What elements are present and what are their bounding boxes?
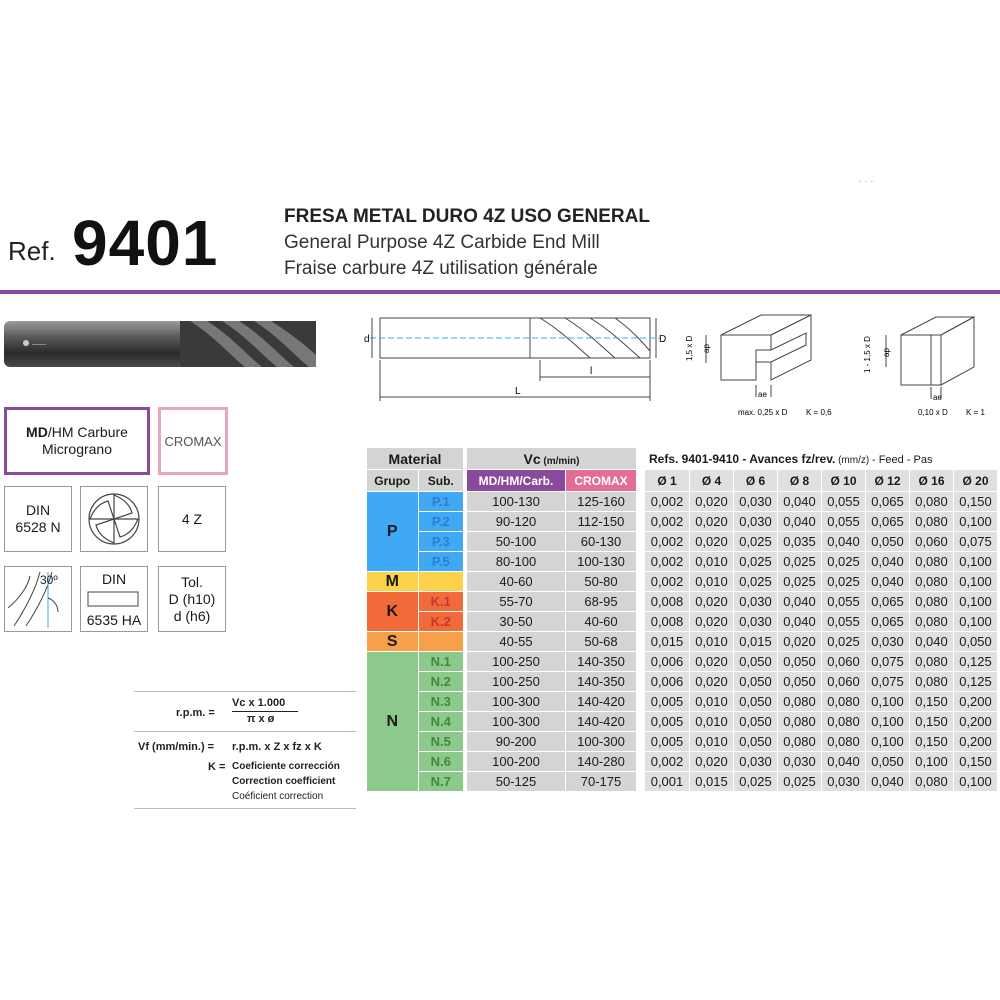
feed-value: 0,025 (778, 552, 822, 572)
din1-line2: 6528 N (15, 519, 61, 535)
vc-row (467, 732, 637, 752)
feed-value: 0,150 (954, 752, 998, 772)
profile-left-caption: max. 0,25 x D (738, 408, 788, 417)
feed-value: 0,002 (645, 752, 690, 772)
feed-row (645, 612, 998, 632)
feed-row (645, 572, 998, 592)
vc-row (467, 712, 637, 732)
top-right-mark: · · · (858, 176, 874, 187)
feed-diameter-header: Ø 20 (954, 470, 998, 492)
feed-value: 0,200 (954, 712, 998, 732)
feed-value: 0,125 (954, 652, 998, 672)
material-sub: P.5 (418, 552, 463, 572)
din-6528-box (4, 486, 72, 552)
feed-value: 0,080 (778, 692, 822, 712)
title-french: Fraise carbure 4Z utilisation générale (284, 258, 598, 279)
vc-row (467, 752, 637, 772)
feed-value: 0,080 (778, 712, 822, 732)
feed-value: 0,030 (778, 752, 822, 772)
feed-row (645, 512, 998, 532)
feed-value: 0,010 (690, 712, 734, 732)
feed-value: 0,060 (822, 652, 866, 672)
feed-value: 0,030 (866, 632, 910, 652)
vc-row (467, 552, 637, 572)
formula-rule-top (134, 691, 356, 692)
feed-value: 0,100 (910, 752, 954, 772)
feed-value: 0,010 (690, 632, 734, 652)
feed-value: 0,050 (734, 672, 778, 692)
material-sub: P.1 (418, 492, 463, 512)
profile-left-ap: ap (702, 344, 711, 353)
feed-row (645, 632, 998, 652)
feed-value: 0,080 (910, 672, 954, 692)
feed-value: 0,080 (778, 732, 822, 752)
tol-line3: d (h6) (173, 607, 211, 624)
feed-header-title: Refs. 9401-9410 - Avances fz/rev. (649, 451, 836, 466)
feed-value: 0,010 (690, 572, 734, 592)
feed-value: 0,040 (822, 532, 866, 552)
vc-cromax-value: 60-130 (566, 532, 637, 552)
material-row (367, 572, 464, 592)
material-row (367, 652, 464, 672)
flutes-label: 4 Z (181, 510, 203, 527)
rpm-denominator: π x ø (247, 713, 275, 725)
feed-value: 0,002 (645, 572, 690, 592)
helix-angle-box (4, 566, 72, 632)
dim-D: D (659, 334, 667, 345)
feed-value: 0,015 (734, 632, 778, 652)
vc-cromax-value: 140-420 (566, 712, 637, 732)
feed-value: 0,020 (690, 492, 734, 512)
material-sub: N.5 (418, 732, 463, 752)
feed-value: 0,060 (822, 672, 866, 692)
feed-value: 0,020 (778, 632, 822, 652)
helix-icon (6, 568, 70, 630)
shank-icon (86, 589, 142, 609)
feed-diameter-header: Ø 10 (822, 470, 866, 492)
vc-md-header: MD/HM/Carb. (467, 470, 566, 492)
k-label: K = (208, 761, 226, 773)
feed-value: 0,200 (954, 692, 998, 712)
feed-header-unit: (mm/z) (835, 454, 872, 466)
four-flute-icon (86, 491, 142, 547)
vc-cromax-value: 125-160 (566, 492, 637, 512)
vc-cromax-value: 100-300 (566, 732, 637, 752)
feed-value: 0,025 (778, 772, 822, 792)
feed-value: 0,100 (954, 772, 998, 792)
rpm-label: r.p.m. = (176, 707, 215, 719)
feed-row (645, 732, 998, 752)
feed-value: 0,080 (822, 732, 866, 752)
vc-cromax-value: 140-350 (566, 652, 637, 672)
title-english: General Purpose 4Z Carbide End Mill (284, 232, 600, 253)
feed-value: 0,015 (645, 632, 690, 652)
feed-value: 0,010 (690, 552, 734, 572)
feed-value: 0,030 (734, 492, 778, 512)
feed-value: 0,040 (778, 612, 822, 632)
feed-value: 0,035 (778, 532, 822, 552)
feed-value: 0,200 (954, 732, 998, 752)
material-row (367, 592, 464, 612)
feed-value: 0,025 (734, 552, 778, 572)
feed-value: 0,060 (910, 532, 954, 552)
vc-cromax-header: CROMAX (566, 470, 637, 492)
feed-value: 0,150 (954, 492, 998, 512)
feed-value: 0,100 (954, 552, 998, 572)
material-group-s: S (367, 632, 419, 652)
feed-value: 0,100 (954, 572, 998, 592)
feed-diameter-header: Ø 4 (690, 470, 734, 492)
feed-diameter-header: Ø 1 (645, 470, 690, 492)
formula-rule-bottom (134, 808, 356, 809)
feed-value: 0,065 (866, 492, 910, 512)
material-sub: K.1 (418, 592, 463, 612)
feed-value: 0,100 (866, 732, 910, 752)
material-sub: N.1 (418, 652, 463, 672)
feed-value: 0,020 (690, 512, 734, 532)
tol-line2: D (h10) (168, 590, 216, 607)
vc-md-value: 80-100 (467, 552, 566, 572)
feed-value: 0,030 (734, 512, 778, 532)
feed-value: 0,050 (778, 672, 822, 692)
feed-value: 0,001 (645, 772, 690, 792)
grupo-header: Grupo (367, 470, 419, 492)
feed-value: 0,020 (690, 652, 734, 672)
md-bold: MD (26, 424, 48, 440)
cromax-label: CROMAX (164, 433, 222, 449)
feed-value: 0,015 (690, 772, 734, 792)
feed-value: 0,005 (645, 692, 690, 712)
vc-md-value: 30-50 (467, 612, 566, 632)
vc-row (467, 532, 637, 552)
vc-md-value: 90-200 (467, 732, 566, 752)
vc-md-value: 55-70 (467, 592, 566, 612)
feed-value: 0,075 (954, 532, 998, 552)
profile-right-depth: 1 - 1,5 x D (863, 336, 872, 373)
profile-left-k: K = 0,6 (806, 408, 832, 417)
feed-header (645, 448, 998, 470)
feed-value: 0,075 (866, 672, 910, 692)
material-sub (418, 632, 463, 652)
feed-value: 0,080 (910, 552, 954, 572)
material-header: Material (367, 448, 464, 470)
feed-value: 0,030 (734, 612, 778, 632)
feed-row (645, 532, 998, 552)
material-sub: N.3 (418, 692, 463, 712)
feed-value: 0,006 (645, 652, 690, 672)
din1-line1: DIN (25, 502, 51, 518)
side-profile-diagram (856, 305, 1000, 420)
coating-cromax-box (158, 407, 228, 475)
feed-value: 0,008 (645, 612, 690, 632)
material-sub (418, 572, 463, 592)
feed-row (645, 752, 998, 772)
vc-row (467, 632, 637, 652)
feed-value: 0,020 (690, 592, 734, 612)
feed-row (645, 552, 998, 572)
k-french: Coéficient correction (232, 791, 324, 802)
feed-value: 0,100 (954, 612, 998, 632)
vc-cromax-value: 100-130 (566, 552, 637, 572)
feed-row (645, 712, 998, 732)
feed-value: 0,080 (910, 592, 954, 612)
profile-left-ae: ae (758, 390, 767, 399)
vc-row (467, 672, 637, 692)
tolerance-box (158, 566, 226, 632)
vc-cromax-value: 70-175 (566, 772, 637, 792)
feed-value: 0,005 (645, 732, 690, 752)
feed-value: 0,080 (910, 772, 954, 792)
vc-label: Vc (523, 450, 541, 467)
feed-value: 0,005 (645, 712, 690, 732)
feed-value: 0,055 (822, 592, 866, 612)
feed-row (645, 652, 998, 672)
material-group-p: P (367, 492, 419, 572)
material-group-k: K (367, 592, 419, 632)
vc-row (467, 692, 637, 712)
feed-value: 0,040 (866, 772, 910, 792)
material-sub: N.6 (418, 752, 463, 772)
vc-cromax-value: 140-350 (566, 672, 637, 692)
feed-value: 0,050 (734, 732, 778, 752)
feed-value: 0,040 (866, 572, 910, 592)
feed-value: 0,025 (822, 572, 866, 592)
feed-value: 0,025 (734, 772, 778, 792)
profile-right-caption: 0,10 x D (918, 408, 948, 417)
vc-md-value: 90-120 (467, 512, 566, 532)
vf-label: Vf (mm/min.) = (138, 741, 215, 753)
material-md-box (4, 407, 150, 475)
header-divider (0, 290, 1000, 294)
material-group-n: N (367, 652, 419, 792)
vc-md-value: 50-100 (467, 532, 566, 552)
feed-diameter-header: Ø 8 (778, 470, 822, 492)
feed-value: 0,150 (910, 732, 954, 752)
feed-value: 0,050 (866, 752, 910, 772)
feed-diameter-row (645, 470, 998, 492)
end-mill-photo (0, 315, 320, 375)
feed-row (645, 492, 998, 512)
feed-header-rest: - Feed - Pas (871, 453, 933, 466)
feed-value: 0,100 (866, 692, 910, 712)
feed-value: 0,006 (645, 672, 690, 692)
feed-value: 0,020 (690, 752, 734, 772)
material-sub: P.3 (418, 532, 463, 552)
rpm-numerator: Vc x 1.000 (232, 697, 286, 709)
helix-angle-label: 30º (40, 573, 58, 587)
feed-value: 0,025 (734, 532, 778, 552)
feed-value: 0,030 (734, 592, 778, 612)
profile-right-k: K = 1 (966, 408, 985, 417)
feed-value: 0,080 (822, 692, 866, 712)
feed-value: 0,040 (866, 552, 910, 572)
vc-cromax-value: 140-420 (566, 692, 637, 712)
feed-value: 0,150 (910, 712, 954, 732)
feed-value: 0,065 (866, 592, 910, 612)
vc-row (467, 572, 637, 592)
material-row (367, 632, 464, 652)
feed-diameter-header: Ø 16 (910, 470, 954, 492)
flutes-box (158, 486, 226, 552)
feed-value: 0,150 (910, 692, 954, 712)
feed-value: 0,025 (822, 552, 866, 572)
material-table (366, 447, 464, 792)
feed-value: 0,025 (822, 632, 866, 652)
vc-cromax-value: 140-280 (566, 752, 637, 772)
feed-value: 0,055 (822, 512, 866, 532)
profile-left-depth: 1,5 x D (685, 335, 694, 361)
material-sub: N.7 (418, 772, 463, 792)
feed-value: 0,025 (734, 572, 778, 592)
k-spanish: Coeficiente corrección (232, 761, 340, 772)
feed-table (644, 447, 998, 792)
feed-value: 0,075 (866, 652, 910, 672)
feed-value: 0,080 (910, 492, 954, 512)
feed-value: 0,010 (690, 692, 734, 712)
vc-row (467, 512, 637, 532)
tol-line1: Tol. (181, 573, 203, 590)
vc-header-row (467, 448, 637, 470)
ref-number: 9401 (72, 207, 219, 279)
feed-value: 0,100 (954, 512, 998, 532)
feed-value: 0,100 (866, 712, 910, 732)
dim-d-small: d (364, 334, 370, 345)
feed-value: 0,065 (866, 612, 910, 632)
feed-value: 0,002 (645, 532, 690, 552)
feed-value: 0,050 (778, 652, 822, 672)
din-6535-box (80, 566, 148, 632)
feed-value: 0,050 (866, 532, 910, 552)
vc-row (467, 772, 637, 792)
feed-value: 0,080 (910, 572, 954, 592)
vc-md-value: 100-130 (467, 492, 566, 512)
feed-value: 0,055 (822, 612, 866, 632)
vc-row (467, 592, 637, 612)
vc-cromax-value: 50-80 (566, 572, 637, 592)
vc-cromax-value: 112-150 (566, 512, 637, 532)
feed-value: 0,002 (645, 552, 690, 572)
material-sub: N.2 (418, 672, 463, 692)
feed-value: 0,040 (778, 492, 822, 512)
photo-logo-text: —— (32, 341, 46, 348)
feed-value: 0,020 (690, 532, 734, 552)
vc-cromax-value: 40-60 (566, 612, 637, 632)
formula-rule-mid (134, 731, 356, 732)
feed-diameter-header: Ø 6 (734, 470, 778, 492)
dim-L: L (515, 386, 521, 397)
sub-header: Sub. (418, 470, 463, 492)
feed-row (645, 592, 998, 612)
feed-value: 0,050 (734, 712, 778, 732)
din2-line1: DIN (101, 571, 127, 587)
vc-row (467, 612, 637, 632)
slot-profile-diagram (676, 305, 846, 420)
vc-md-value: 40-60 (467, 572, 566, 592)
feed-value: 0,030 (822, 772, 866, 792)
md-rest: /HM Carbure (47, 424, 128, 440)
feed-value: 0,050 (734, 692, 778, 712)
feed-value: 0,125 (954, 672, 998, 692)
feed-header-row (645, 448, 998, 470)
material-subheader-row (367, 470, 464, 492)
vc-md-value: 100-300 (467, 692, 566, 712)
feed-value: 0,080 (910, 652, 954, 672)
feed-value: 0,002 (645, 512, 690, 532)
feed-value: 0,020 (690, 612, 734, 632)
feed-value: 0,040 (822, 752, 866, 772)
vc-cromax-value: 68-95 (566, 592, 637, 612)
cutting-speed-table (466, 447, 637, 792)
vc-subheader-row (467, 470, 637, 492)
ref-label: Ref. (8, 236, 56, 266)
feed-value: 0,020 (690, 672, 734, 692)
feed-row (645, 692, 998, 712)
feed-value: 0,040 (778, 512, 822, 532)
feed-value: 0,055 (822, 492, 866, 512)
vf-expression: r.p.m. x Z x fz x K (232, 741, 322, 753)
feed-value: 0,040 (778, 592, 822, 612)
material-group-m: M (367, 572, 419, 592)
vc-md-value: 100-250 (467, 672, 566, 692)
title-spanish: FRESA METAL DURO 4Z USO GENERAL (284, 206, 650, 227)
feed-value: 0,010 (690, 732, 734, 752)
feed-value: 0,030 (734, 752, 778, 772)
feed-value: 0,080 (910, 512, 954, 532)
vc-md-value: 100-250 (467, 652, 566, 672)
vc-row (467, 492, 637, 512)
vc-unit: (m/min) (540, 455, 580, 467)
material-header-row (367, 448, 464, 470)
vc-md-value: 40-55 (467, 632, 566, 652)
vc-row (467, 652, 637, 672)
feed-row (645, 772, 998, 792)
feed-value: 0,065 (866, 512, 910, 532)
profile-right-ap: ap (882, 348, 891, 357)
feed-row (645, 672, 998, 692)
dim-l: l (590, 366, 593, 377)
vc-cromax-value: 50-68 (566, 632, 637, 652)
k-english: Correction coefficient (232, 776, 336, 787)
feed-value: 0,080 (910, 612, 954, 632)
feed-value: 0,100 (954, 592, 998, 612)
material-sub: P.2 (418, 512, 463, 532)
feed-value: 0,050 (954, 632, 998, 652)
feed-value: 0,040 (910, 632, 954, 652)
feed-value: 0,050 (734, 652, 778, 672)
material-sub: N.4 (418, 712, 463, 732)
profile-right-ae: ae (933, 393, 942, 402)
feed-diameter-header: Ø 12 (866, 470, 910, 492)
technical-drawing (360, 305, 670, 410)
din2-line2: 6535 HA (86, 612, 142, 628)
material-row (367, 492, 464, 512)
vc-md-value: 100-300 (467, 712, 566, 732)
feed-value: 0,008 (645, 592, 690, 612)
cutting-geometry-box (80, 486, 148, 552)
rpm-fraction-bar (232, 711, 298, 712)
md-line2: Micrograno (41, 441, 112, 457)
feed-value: 0,080 (822, 712, 866, 732)
vc-md-value: 100-200 (467, 752, 566, 772)
material-sub: K.2 (418, 612, 463, 632)
feed-value: 0,002 (645, 492, 690, 512)
feed-value: 0,025 (778, 572, 822, 592)
vc-md-value: 50-125 (467, 772, 566, 792)
vc-header (467, 448, 637, 470)
